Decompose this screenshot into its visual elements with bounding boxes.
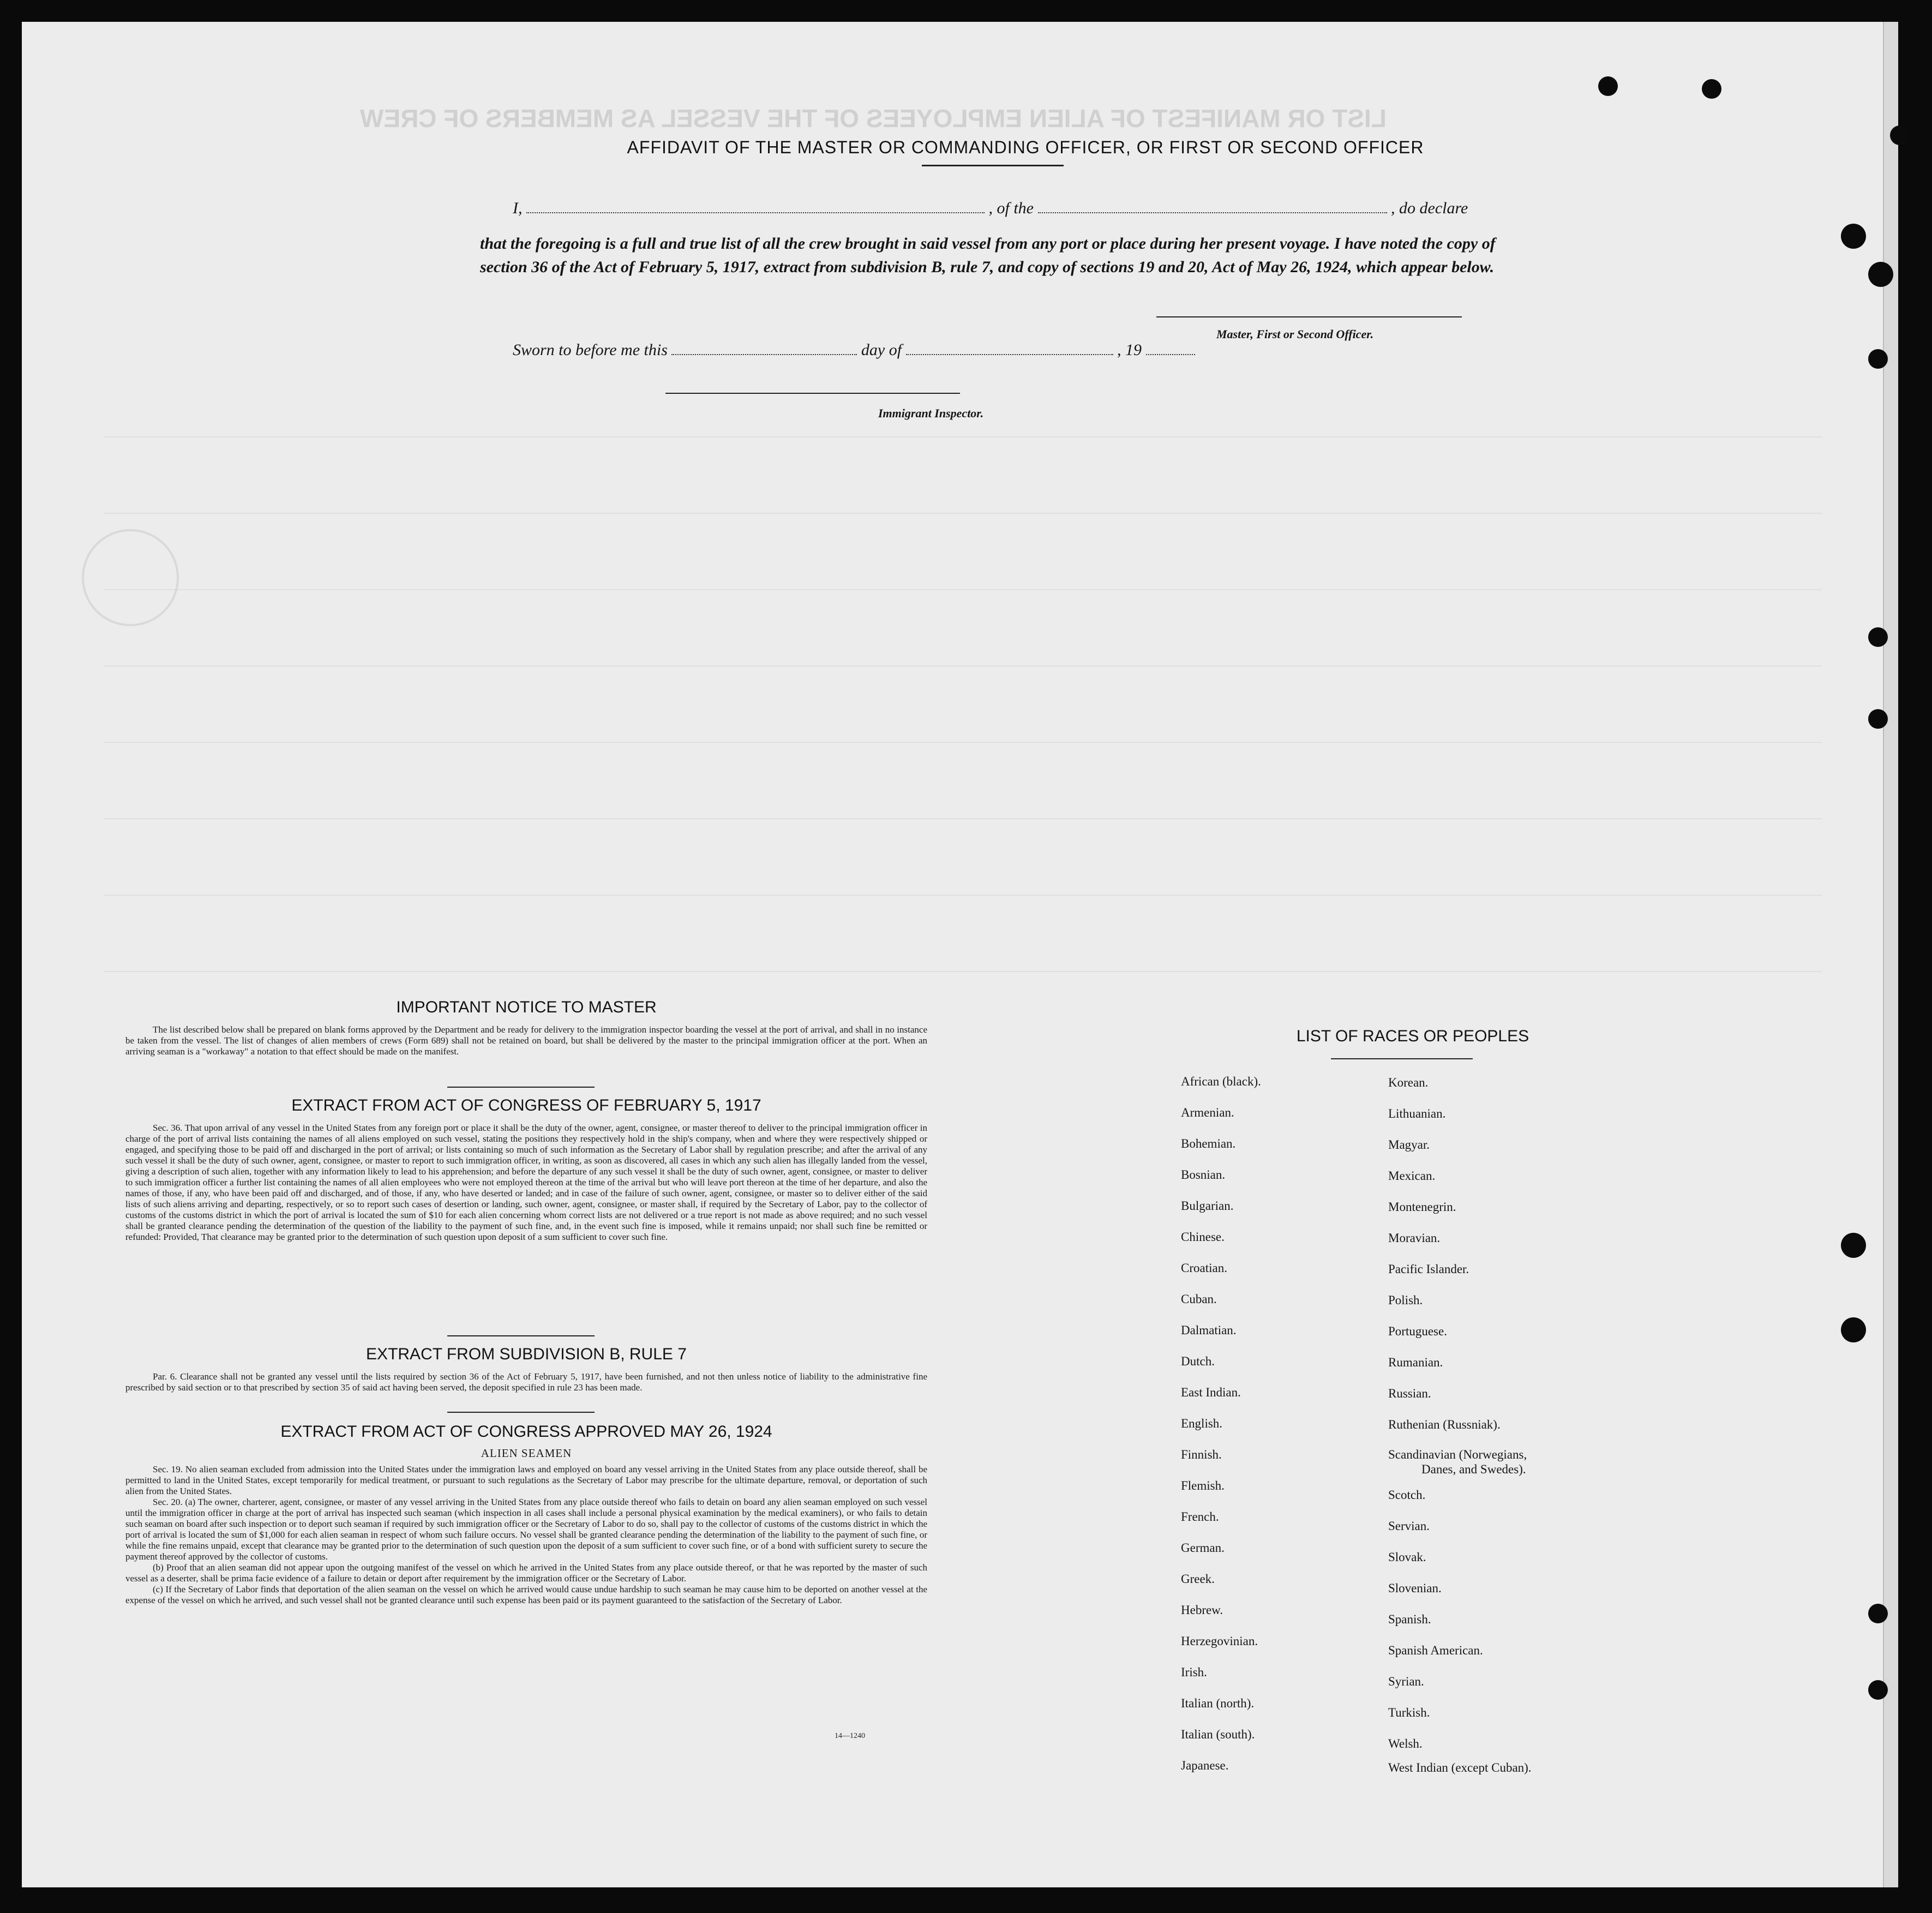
race-item: African (black).: [1181, 1075, 1261, 1088]
notice-body: [125, 1024, 927, 1057]
punch-hole: [1841, 224, 1866, 249]
race-item: English.: [1181, 1417, 1223, 1430]
affidavit-title: AFFIDAVIT OF THE MASTER OR COMMANDING OFFICER, OR FIRST OR SECOND OFFICER: [627, 137, 1424, 157]
sworn-line: [513, 341, 1195, 359]
punch-hole: [1868, 349, 1888, 369]
race-item: Moravian.: [1388, 1231, 1441, 1245]
race-item: Lithuanian.: [1388, 1107, 1446, 1120]
bleed-through-rule: [104, 589, 1822, 590]
race-item: Italian (north).: [1181, 1696, 1255, 1710]
race-item: Pacific Islander.: [1388, 1262, 1469, 1276]
race-item: Armenian.: [1181, 1106, 1234, 1119]
section-19-text: Sec. 19. No alien seaman excluded from admission into the United States under the immigration laws and employed on board any vessel arriving in the United States from any place outside thereof, shall be permitted to land in the United States, except temporarily for medical treatment, or pursuant to such regulations as the Secretary of Labor may prescribe for the ultimate departure, removal, or deportation of such alien from the United States.: [125, 1464, 927, 1496]
races-divider: [1331, 1058, 1473, 1059]
race-item: Rumanian.: [1388, 1356, 1443, 1369]
affidavit-statement: that the foregoing is a full and true list of all the crew brought in said vessel from any port or place during her present voyage. I have noted the copy of section 36 of the Act of February 5, 1917, extract from subdivision B, rule 7, and copy of sections 19 and 20, Act of May 26, 1924, which appear below.: [480, 235, 1496, 276]
race-item: Turkish.: [1388, 1706, 1430, 1719]
race-item: Bulgarian.: [1181, 1199, 1234, 1213]
race-item: Scandinavian (Norwegians,: [1388, 1448, 1527, 1461]
extract-1924-body: [125, 1464, 927, 1606]
punch-hole: [1868, 1680, 1888, 1700]
inspector-signature-label: Immigrant Inspector.: [878, 406, 984, 420]
race-item: Welsh.: [1388, 1737, 1423, 1750]
master-signature-label: Master, First or Second Officer.: [1216, 327, 1374, 341]
race-item: Dalmatian.: [1181, 1323, 1237, 1337]
punch-hole: [1868, 1604, 1888, 1623]
punch-hole: [1841, 1317, 1866, 1342]
race-item: Montenegrin.: [1388, 1200, 1456, 1214]
race-item: Hebrew.: [1181, 1603, 1223, 1617]
section-20b-text: (b) Proof that an alien seaman did not appear upon the outgoing manifest of the vessel on which he arrived in the United States from any place outside thereof, or that he was reported by the master of such vessel as a deserter, shall be prima facie evidence of a failure to detain or deport after requirement by the immigration officer or the Secretary of Labor.: [125, 1562, 927, 1584]
race-item: Servian.: [1388, 1519, 1430, 1533]
sworn-day-field[interactable]: [671, 342, 857, 355]
race-item: German.: [1181, 1541, 1225, 1555]
bleed-through-rule: [104, 895, 1822, 896]
declaration-i: I,: [513, 199, 523, 217]
sworn-day-of: day of: [861, 341, 902, 359]
race-item: Mexican.: [1388, 1169, 1436, 1183]
race-item: Russian.: [1388, 1387, 1431, 1400]
alien-seamen-subheading: ALIEN SEAMEN: [481, 1447, 572, 1460]
race-item: Spanish.: [1388, 1612, 1431, 1626]
extract-1917-body: [125, 1123, 927, 1243]
sworn-year-prefix: , 19: [1117, 341, 1142, 359]
race-item: Polish.: [1388, 1293, 1423, 1307]
race-item: Spanish American.: [1388, 1644, 1483, 1657]
declaration-of-the: , of the: [988, 199, 1034, 217]
race-item: Bosnian.: [1181, 1168, 1226, 1182]
bleed-through-rule: [104, 742, 1822, 743]
extract-1917-heading: EXTRACT FROM ACT OF CONGRESS OF FEBRUARY 5, 1917: [291, 1096, 761, 1114]
race-item: East Indian.: [1181, 1386, 1241, 1399]
race-item: Danes, and Swedes).: [1421, 1462, 1526, 1476]
race-item: French.: [1181, 1510, 1219, 1524]
punch-hole: [1868, 262, 1893, 287]
race-item: Syrian.: [1388, 1675, 1424, 1688]
race-item: Slovenian.: [1388, 1581, 1442, 1595]
sworn-text: Sworn to before me this: [513, 341, 668, 359]
race-item: Irish.: [1181, 1665, 1207, 1679]
bleed-through-rule: [104, 665, 1822, 667]
race-item: Croatian.: [1181, 1261, 1227, 1275]
punch-hole: [1841, 1233, 1866, 1258]
punch-hole: [1868, 627, 1888, 647]
notice-paragraph: The list described below shall be prepared on blank forms approved by the Department and be ready for delivery to the immigration inspector boarding the vessel at the port of arrival, and shall in no instance be taken from the vessel. The list of changes of alien members of crews (Form 689) shall not be retained on board, but shall be delivered by the master to the principal immigration officer at the port. When an arriving seaman is a "workaway" a notation to that effect should be made on the manifest.: [125, 1024, 927, 1057]
race-item: Ruthenian (Russniak).: [1388, 1418, 1501, 1431]
bleed-through-rule: [104, 436, 1822, 437]
vessel-name-field[interactable]: [1038, 200, 1387, 213]
race-item: Chinese.: [1181, 1230, 1225, 1244]
notice-heading: IMPORTANT NOTICE TO MASTER: [396, 998, 657, 1016]
race-item: Italian (south).: [1181, 1728, 1255, 1741]
race-item: Scotch.: [1388, 1488, 1426, 1502]
punch-hole: [1702, 79, 1721, 99]
bleed-through-rule: [104, 513, 1822, 514]
race-item: Cuban.: [1181, 1292, 1217, 1306]
race-item: Korean.: [1388, 1076, 1429, 1089]
race-item: Japanese.: [1181, 1759, 1229, 1772]
race-item: Greek.: [1181, 1572, 1215, 1586]
inspector-signature-line[interactable]: [665, 393, 960, 394]
race-item: West Indian (except Cuban).: [1388, 1761, 1532, 1774]
section-36-text: Sec. 36. That upon arrival of any vessel in the United States from any foreign port or place it shall be the duty of the owner, agent, consignee, or master thereof to deliver to the principal immigration officer in charge of the port of arrival lists containing the names of all aliens employed on such vessel, stating the positions they respectively hold in the ship's company, when and where they were respectively shipped or engaged, and specifying those to be paid off and discharged in the port of arrival; or lists containing so much of such information as the Secretary of Labor shall by regulation prescribe; and after the arrival of any such vessel it shall be the duty of such owner, agent, consignee, or master to report to such immigration officer, in writing, as soon as discovered, all cases in which any such alien has illegally landed from the vessel, giving a description of such alien, together with any information likely to lead to his apprehension; and before the departure of any such vessel it shall be the duty of such owner, agent, consignee, or master to deliver to such immigration officer a further list containing the names of all alien employees who were not employed thereon at the time of the arrival but who will leave port thereon at the time of her departure, and also the names of those, if any, who have been paid off and discharged, and of those, if any, who have deserted or landed; and in case of the failure of such owner, agent, consignee, or master so to deliver either of the said lists of such aliens arriving and departing, respectively, or so to report such cases of desertion or landing, such owner, agent, consignee, or master shall, if required by the Secretary of Labor, pay to the collector of customs of the customs district in which the port of arrival is located the sum of $10 for each alien concerning whom correct lists are not delivered or a true report is not made as above required; and no such vessel shall be granted clearance pending the determination of the question of the liability to the payment of such fine, and, in the event such fine is imposed, while it remains unpaid; nor shall such fine be remitted or refunded: Provided, That clearance may be granted prior to the determination of such question upon deposit of a sum sufficient to cover such fine.: [125, 1123, 927, 1242]
race-item: Bohemian.: [1181, 1137, 1236, 1150]
sworn-year-field[interactable]: [1146, 342, 1195, 355]
section-20c-text: (c) If the Secretary of Labor finds that deportation of the alien seaman on the vessel on which he arrived would cause undue hardship to such seaman he may cause him to be deported on another vessel at the expense of the vessel on which he arrived, and such vessel shall not be granted clearance until such expense has been paid or its payment guaranteed to the satisfaction of the Secretary of Labor.: [125, 1584, 927, 1605]
section-divider: [447, 1412, 595, 1413]
sworn-month-field[interactable]: [906, 342, 1113, 355]
title-divider: [922, 165, 1064, 166]
section-divider: [447, 1335, 595, 1336]
extract-1924-heading: EXTRACT FROM ACT OF CONGRESS APPROVED MAY 26, 1924: [280, 1423, 772, 1441]
paragraph-6-text: Par. 6. Clearance shall not be granted any vessel until the lists required by section 36 of the Act of February 5, 1917, have been furnished, and not then unless notice of liability to the administrative fine prescribed by said section or to that prescribed by section 35 of said act having been served, the deposit specified in rule 23 has been made.: [125, 1371, 927, 1393]
race-item: Magyar.: [1388, 1138, 1430, 1152]
race-item: Finnish.: [1181, 1448, 1222, 1461]
race-item: Slovak.: [1388, 1550, 1426, 1564]
punch-hole: [1868, 709, 1888, 729]
punch-hole: [1598, 76, 1618, 96]
race-item: Portuguese.: [1388, 1324, 1447, 1338]
race-item: Flemish.: [1181, 1479, 1225, 1492]
punch-hole: [1890, 125, 1910, 145]
rule-7-body: [125, 1371, 927, 1393]
race-item: Dutch.: [1181, 1354, 1215, 1368]
declaration-do-declare: , do declare: [1391, 199, 1468, 217]
declaration-line: [513, 199, 1468, 218]
races-heading: LIST OF RACES OR PEOPLES: [1296, 1027, 1529, 1045]
form-number: 14—1240: [835, 1732, 865, 1740]
bleed-through-rule: [104, 818, 1822, 819]
master-signature-line[interactable]: [1156, 316, 1462, 317]
section-divider: [447, 1087, 595, 1088]
bleed-through-stamp: [82, 529, 179, 626]
bleed-through-rule: [104, 971, 1822, 972]
rule-7-heading: EXTRACT FROM SUBDIVISION B, RULE 7: [366, 1345, 687, 1363]
officer-name-field[interactable]: [526, 200, 985, 213]
section-20a-text: Sec. 20. (a) The owner, charterer, agent, consignee, or master of any vessel arriving in the United States from any place outside thereof who fails to detain on board any alien seaman employed on such vessel until the immigration officer in charge at the port of arrival has inspected such seaman (which inspection in all cases shall include a personal physical examination by the medical examiners), or who fails to detain such seaman on board after such inspection or to deport such seaman if required by such immigration officer or the Secretary of Labor to do so, shall pay to the collector of customs of the customs district in which the port of arrival is located the sum of $1,000 for each alien seaman in respect of whom such failure occurs. No vessel shall be granted clearance pending the determination of the liability to the payment of such fine, or while the fine remains unpaid, except that clearance may be granted prior to the determination of such question upon the deposit of a sum sufficient to cover such fine, or of a bond with sufficient surety to secure the payment thereof approved by the collector of customs.: [125, 1497, 927, 1562]
manifest-page: [22, 22, 1898, 1887]
bleed-through-title: LIST OR MANIFEST OF ALIEN EMPLOYEES OF THE VESSEL AS MEMBERS OF CREW: [360, 104, 1387, 133]
race-item: Herzegovinian.: [1181, 1634, 1258, 1648]
